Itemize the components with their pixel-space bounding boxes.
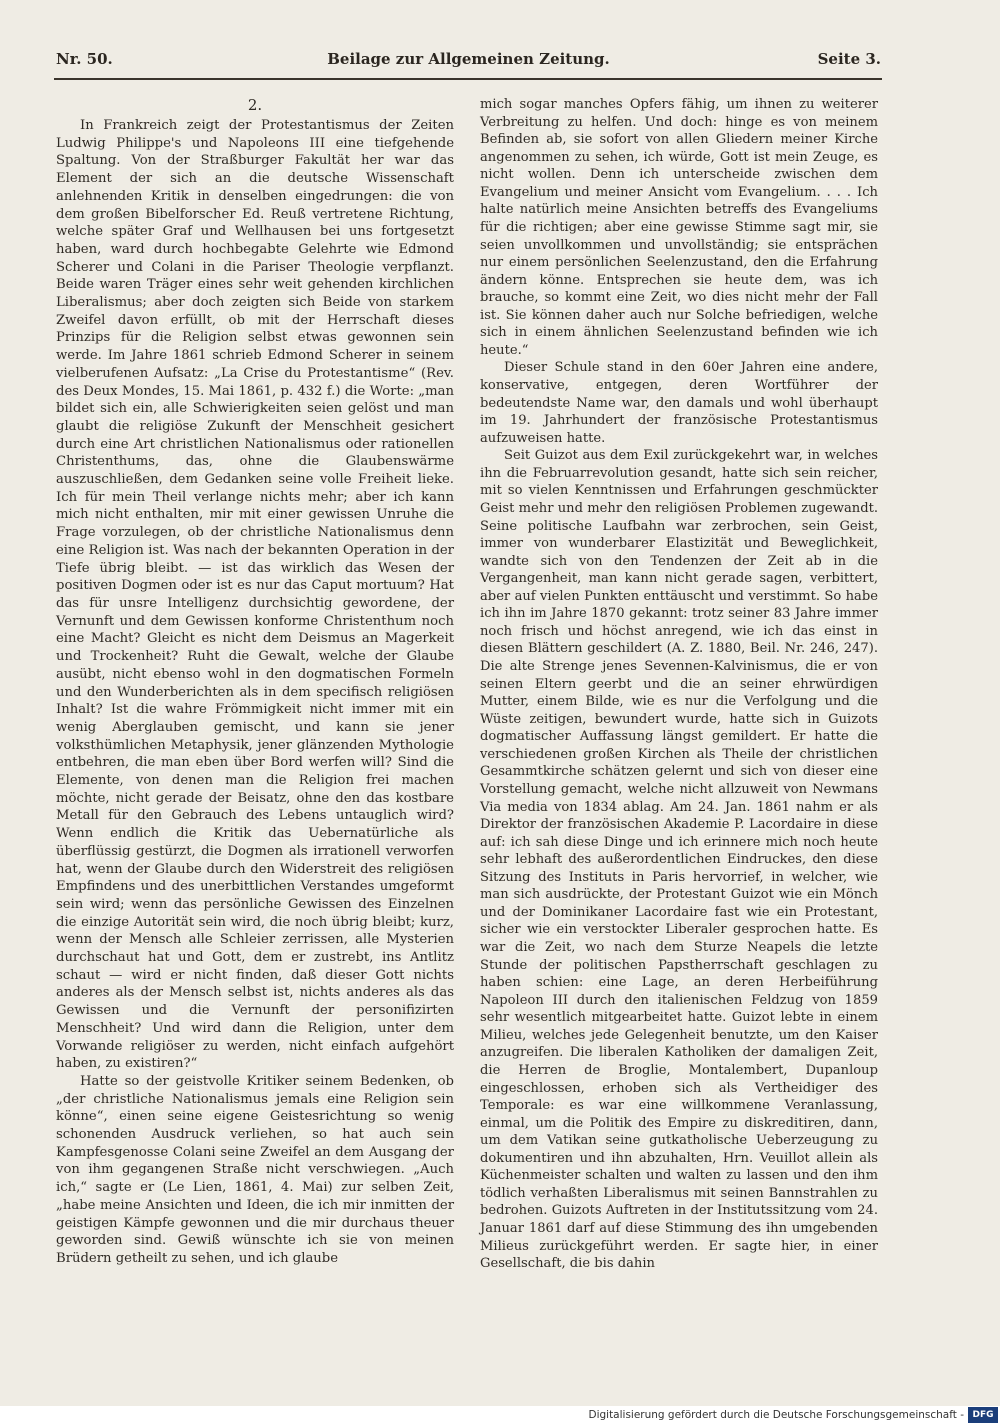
article-paragraph: Dieser Schule stand in den 60er Jahren eine andere, konservative, entgegen, deren Wortführer der bedeutendste Name war, den damals und wohl überhaupt im 19. Jahrhundert der französische Protestantismus aufzuweisen hatte. (480, 360, 878, 446)
funding-notice: Digitalisierung gefördert durch die Deutsche Forschungsgemeinschaft - (588, 1409, 964, 1421)
page-header (56, 50, 881, 74)
section-number: 2. (247, 96, 263, 114)
article-paragraph: mich sogar manches Opfers fähig, um ihnen zu weiterer Verbreitung zu helfen. Und doch: hinge es von meinem Befinden ab, sie sofort von allen Gliedern meiner Kirche angenommen zu sehen, ich würde, Gott ist mein Zeuge, es nicht wollen. Denn ich unterscheide zwischen dem Evangelium und meiner Ansicht vom Evangelium. . . . Ich halte natürlich meine Ansichten betreffs des Evangeliums für die richtigen; aber eine gewisse Stimme sagt mir, sie seien unvollkommen und unvollständig; sie entsprächen nur einem persönlichen Seelenzustand, den die Erfahrung ändern könne. Entsprechen sie heute dem, was ich brauche, so kommt eine Zeit, wo dies nicht mehr der Fall ist. Sie können daher auch nur Solche befriedigen, welche sich in einem ähnlichen Seelenzustand befinden wie ich heute.“ (480, 97, 878, 358)
left-column (56, 96, 454, 1268)
article-paragraph: In Frankreich zeigt der Protestantismus der Zeiten Ludwig Philippe's und Napoleons III eine tiefgehende Spaltung. Von der Straßburger Fakultät her war das Element der sich an die deutsche Wissenschaft anlehnenden Kritik in denselben eingedrungen: die von dem großen Bibelforscher Ed. Reuß vertretene Richtung, welche später Graf und Wellhausen bei uns fortgesetzt haben, ward durch hochbegabte Gelehrte wie Edmond Scherer und Colani in die Pariser Theologie verpflanzt. Beide waren Träger eines sehr weit gehenden kirchlichen Liberalismus; aber doch zeigten sich Beide von starkem Zweifel davon erfüllt, ob mit der Herrschaft dieses Prinzips für die Religion selbst etwas gewonnen sein werde. Im Jahre 1861 schrieb Edmond Scherer in seinem vielberufenen Aufsatz: „La Crise du Protestantisme“ (Rev. des Deux Mondes, 15. Mai 1861, p. 432 f.) die Worte: „man bildet sich ein, alle Schwierigkeiten seien gelöst und man glaubt die religiöse Zukunft der Menschheit gesichert durch eine Art christlichen Nationalismus oder rationellen Christenthums, das, ohne die Glaubenswärme auszuschließen, dem Gedanken seine volle Freiheit lieke. Ich für mein Theil verlange nichts mehr; aber ich kann mich nicht enthalten, mir mit einer gewissen Unruhe die Frage vorzulegen, ob der christliche Nationalismus denn eine Religion ist. Was nach der bekannten Operation in der Tiefe übrig bleibt. — ist das wirklich das Wesen der positiven Dogmen oder ist es nur das Caput mortuum? Hat das für unsre Intelligenz durchsichtig gewordene, der Vernunft und dem Gewissen konforme Christenthum noch eine Macht? Gleicht es nicht dem Deismus an Magerkeit und Trockenheit? Ruht die Gewalt, welche der Glaube ausübt, nicht ebenso wohl in den dogmatischen Formeln und den Wunderberichten als in dem specifisch religiösen Inhalt? Ist die wahre Frömmigkeit nicht immer mit ein wenig Aberglauben gemischt, und kann sie jener volksthümlichen Metaphysik, jener glänzenden Mythologie entbehren, die man eben über Bord werfen will? Sind die Elemente, von denen man die Religion frei machen möchte, nicht gerade der Beisatz, ohne den das kostbare Metall für den Gebrauch des Lebens untauglich wird? Wenn endlich die Kritik das Uebernatürliche als überflüssig gestürzt, die Dogmen als irrationell verworfen hat, wenn der Glaube durch den Widerstreit des religiösen Empfindens und des unerbittlichen Verstandes umgeformt sein wird; wenn das persönliche Gewissen des Einzelnen die einzige Autorität sein wird, die noch übrig bleibt; kurz, wenn der Mensch alle Schleier zerrissen, alle Mysterien durchschaut hat und Gott, dem er zustrebt, ins Antlitz schaut — wird er nicht finden, daß dieser Gott nichts anderes als der Mensch selbst ist, nichts anderes als das Gewissen und die Vernunft der personifizirten Menschheit? Und wird dann die Religion, unter dem Vorwande religiöser zu werden, nicht einfach aufgehört haben, zu existiren?“ (56, 118, 454, 1072)
digitization-footer (0, 1406, 1000, 1426)
dfg-logo: DFG (968, 1407, 998, 1423)
right-column (480, 96, 878, 1273)
publication-title: Beilage zur Allgemeinen Zeitung. (327, 50, 610, 68)
article-paragraph: Hatte so der geistvolle Kritiker seinem Bedenken, ob „der christliche Nationalismus jemals eine Religion sein könne“, einen seine eigene Geistesrichtung so wenig schonenden Ausdruck verliehen, so hat auch sein Kampfesgenosse Colani seine Zweifel an dem Ausgang der von ihm gegangenen Straße nicht verschwiegen. „Auch ich,“ sagte er (Le Lien, 1861, 4. Mai) zur selben Zeit, „habe meine Ansichten und Ideen, die ich mir inmitten der geistigen Kämpfe gewonnen und die mir durchaus theuer geworden sind. Gewiß wünschte ich sie von meinen Brüdern getheilt zu sehen, und ich glaube (56, 1073, 454, 1266)
header-rule (54, 78, 882, 80)
article-paragraph: Seit Guizot aus dem Exil zurückgekehrt war, in welches ihn die Februarrevolution gesandt, hatte sich sein reicher, mit so vielen Kenntnissen und Erfahrungen geschmückter Geist mehr und mehr den religiösen Problemen zugewandt. Seine politische Laufbahn war zerbrochen, sein Geist, immer von wunderbarer Elastizität und Beweglichkeit, wandte sich von den Tendenzen der Zeit ab in die Vergangenheit, man kann nicht gerade sagen, verbittert, aber auf vielen Punkten enttäuscht und verstimmt. So habe ich ihn im Jahre 1870 gekannt: trotz seiner 83 Jahre immer noch frisch und höchst anregend, wie ich das einst in diesen Blättern geschildert (A. Z. 1880, Beil. Nr. 246, 247). Die alte Strenge jenes Sevennen-Kalvinismus, die er von seinen Eltern geerbt und die an seiner ehrwürdigen Mutter, einem Bilde, wie es nur die Verfolgung und die Wüste zeitigen, bewundert wurde, hatte sich in Guizots dogmatischer Auffassung längst gemildert. Er hatte die verschiedenen großen Kirchen als Theile der christlichen Gesammtkirche schätzen gelernt und sich von dieser eine Vorstellung gemacht, welche nicht allzuweit von Newmans Via media von 1834 ablag. Am 24. Jan. 1861 nahm er als Direktor der französischen Akademie P. Lacordaire in diese auf: ich sah diese Dinge und ich erinnere mich noch heute sehr lebhaft des außerordentlichen Eindruckes, den diese Sitzung des Instituts in Paris hervorrief, in welcher, wie man sich ausdrückte, der Protestant Guizot wie ein Mönch und der Dominikaner Lacordaire fast wie ein Protestant, sicher wie ein verstockter Liberaler gesprochen hatte. Es war die Zeit, wo nach dem Sturze Neapels die letzte Stunde der politischen Papstherrschaft geschlagen zu haben schien: eine Lage, an deren Herbeiführung Napoleon III durch den italienischen Feldzug von 1859 sehr wesentlich mitgearbeitet hatte. Guizot lebte in einem Milieu, welches jede Gelegenheit benutzte, um den Kaiser anzugreifen. Die liberalen Katholiken der damaligen Zeit, die Herren de Broglie, Montalembert, Dupanloup eingeschlossen, erhoben sich als Vertheidiger des Temporale: es war eine willkommene Veranlassung, einmal, um die Politik des Empire zu diskreditiren, dann, um dem Vatikan seine gutkatholische Ueberzeugung zu dokumentiren und ihn abzuhalten, Hrn. Veuillot allein als Küchenmeister schalten und walten zu lassen und den ihm tödlich verhaßten Liberalismus mit seinen Bannstrahlen zu bedrohen. Guizots Auftreten in der Institutssitzung vom 24. Januar 1861 darf auf diese Stimmung des ihn umgebenden Milieus zurückgeführt werden. Er sagte hier, in einer Gesellschaft, die bis dahin (480, 448, 878, 1272)
page-number: Seite 3. (817, 50, 881, 68)
issue-number: Nr. 50. (56, 50, 113, 68)
